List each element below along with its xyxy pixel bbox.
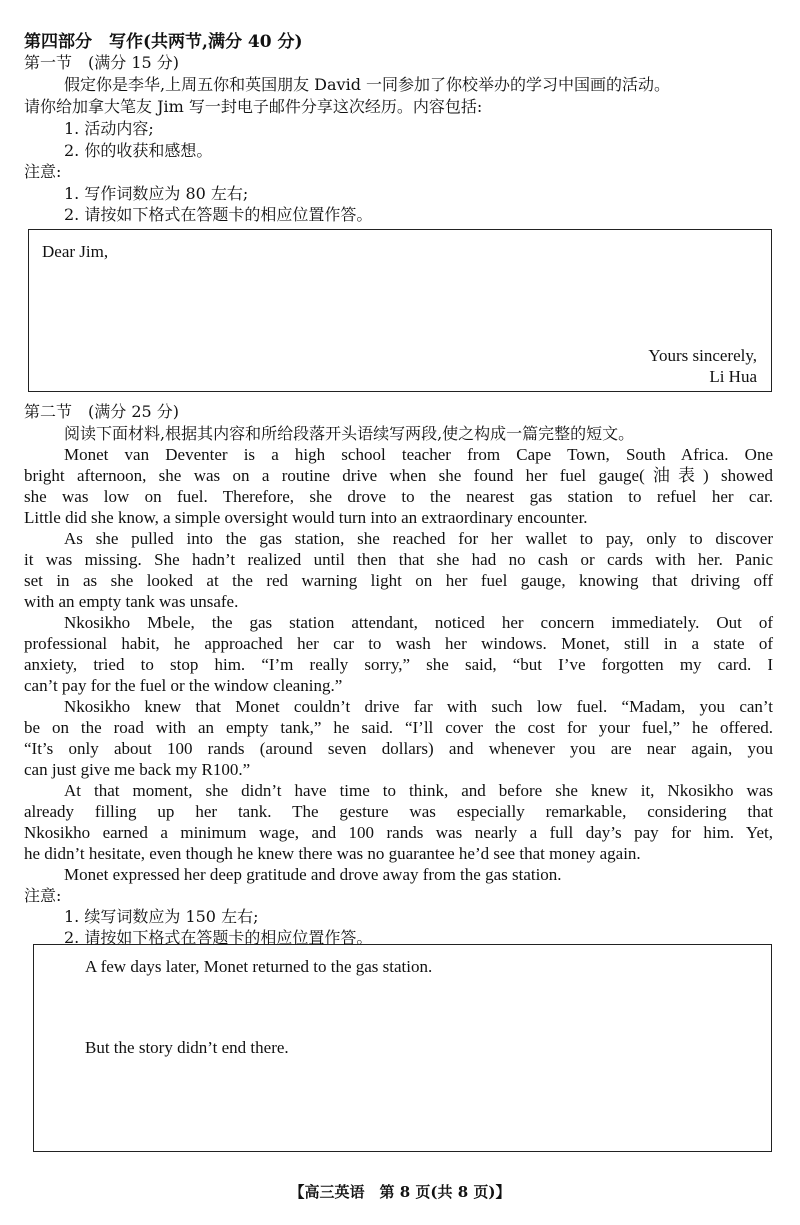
- section2-note-label: 注意:: [24, 886, 62, 905]
- continuation-answer-box: [33, 944, 772, 1152]
- passage-line: Monet van Deventer is a high school teacher from Cape Town, South Africa. One: [64, 445, 773, 464]
- passage-line: Nkosikho knew that Monet couldn’t drive far with such low fuel. “Madam, you can’t: [64, 697, 773, 716]
- passage-line: already filling up her tank. The gesture was especially remarkable, considering that: [24, 802, 773, 821]
- section2-title: 第二节 (满分 25 分): [24, 402, 180, 421]
- passage-line: be on the road with an empty tank,” he said. “I’ll cover the cost for your fuel,” he offered.: [24, 718, 773, 737]
- passage-line: As she pulled into the gas station, she reached for her wallet to pay, only to discover: [64, 529, 773, 548]
- letter-answer-box: [28, 229, 772, 392]
- letter-greeting: Dear Jim,: [42, 242, 109, 261]
- section1-item-2: 2. 你的收获和感想。: [64, 141, 213, 160]
- section2-note-1: 1. 续写词数应为 150 左右;: [64, 907, 259, 926]
- letter-closing: Yours sincerely,: [648, 346, 757, 365]
- continuation-opening-2: But the story didn’t end there.: [85, 1038, 289, 1057]
- passage-line: professional habit, he approached her car to wash her windows. Monet, still in a state of: [24, 634, 773, 653]
- passage-line: with an empty tank was unsafe.: [24, 592, 239, 611]
- section1-note-label: 注意:: [24, 162, 62, 181]
- passage-line: set in as she looked at the red warning light on her fuel gauge, knowing that driving off: [24, 571, 773, 590]
- passage-line: he didn’t hesitate, even though he knew there was no guarantee he’d see that money again.: [24, 844, 641, 863]
- section1-note-2: 2. 请按如下格式在答题卡的相应位置作答。: [64, 205, 373, 224]
- page-footer: 【高三英语 第 8 页(共 8 页)】: [289, 1183, 511, 1201]
- passage-line: she was low on fuel. Therefore, she drove to the nearest gas station to refuel her car.: [24, 487, 773, 506]
- passage-line: “It’s only about 100 rands (around seven dollars) and whenever you are near again, you: [24, 739, 773, 758]
- passage-line: anxiety, tried to stop him. “I’m really sorry,” she said, “but I’ve forgotten my card. I: [24, 655, 773, 674]
- passage-line: At that moment, she didn’t have time to think, and before she knew it, Nkosikho was: [64, 781, 773, 800]
- continuation-opening-1: A few days later, Monet returned to the gas station.: [85, 957, 433, 976]
- passage-line: can’t pay for the fuel or the window cleaning.”: [24, 676, 343, 695]
- section1-prompt-line1: 假定你是李华,上周五你和英国朋友 David 一同参加了你校举办的学习中国画的活动。: [64, 75, 671, 94]
- passage-line: Little did she know, a simple oversight would turn into an extraordinary encounter.: [24, 508, 588, 527]
- section1-prompt-line2: 请你给加拿大笔友 Jim 写一封电子邮件分享这次经历。内容包括:: [24, 97, 483, 116]
- passage-line: Nkosikho earned a minimum wage, and 100 rands was nearly a full day’s pay for him. Yet,: [24, 823, 773, 842]
- passage-line: it was missing. She hadn’t realized until then that she had no cash or cards with her. Panic: [24, 550, 773, 569]
- section2-instruction: 阅读下面材料,根据其内容和所给段落开头语续写两段,使之构成一篇完整的短文。: [64, 424, 635, 443]
- section1-item-1: 1. 活动内容;: [64, 119, 154, 138]
- section2-note-2: 2. 请按如下格式在答题卡的相应位置作答。: [64, 928, 373, 947]
- passage-line: Monet expressed her deep gratitude and drove away from the gas station.: [64, 865, 562, 884]
- passage-line: can just give me back my R100.”: [24, 760, 251, 779]
- part-heading: 第四部分 写作(共两节,满分 40 分): [24, 32, 303, 52]
- letter-signature: Li Hua: [709, 367, 757, 386]
- passage-line: bright afternoon, she was on a routine drive when she found her fuel gauge(油表) showed: [24, 466, 773, 485]
- passage-line: Nkosikho Mbele, the gas station attendant, noticed her concern immediately. Out of: [64, 613, 773, 632]
- section1-title: 第一节 (满分 15 分): [24, 53, 180, 72]
- section1-note-1: 1. 写作词数应为 80 左右;: [64, 184, 249, 203]
